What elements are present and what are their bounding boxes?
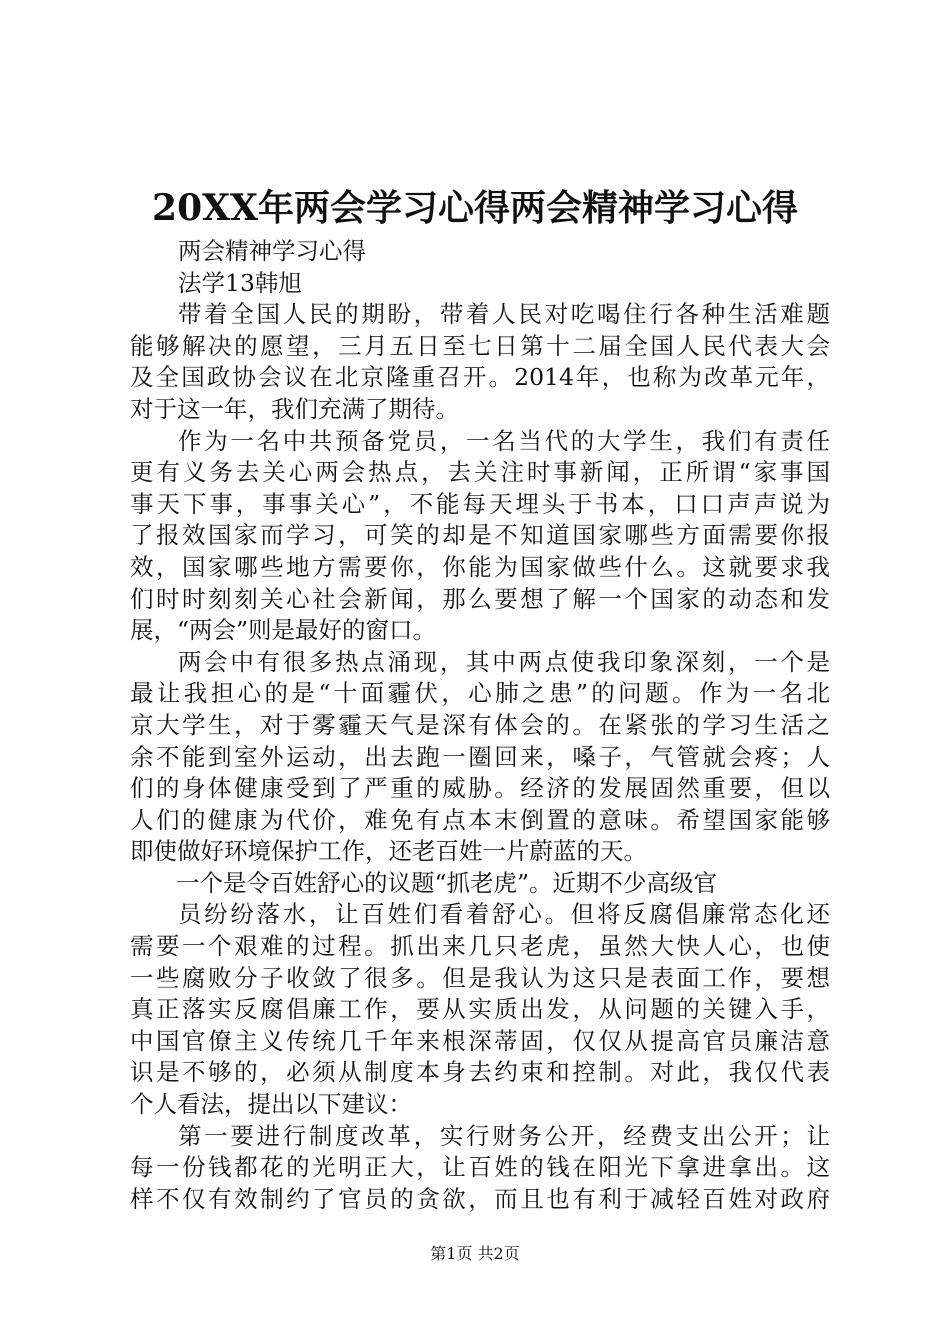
page-footer: 第1页 共2页 — [430, 1244, 520, 1263]
text-line: 对于这一年，我们充满了期待。 — [130, 394, 459, 423]
text-line: 识是不够的，必须从制度本身去约束和控制。对此，我仅代表 — [130, 1058, 830, 1087]
text-line: 一些腐败分子收敛了很多。但是我认为这只是表面工作，要想 — [130, 963, 830, 992]
text-line: 了报效国家而学习，可笑的却是不知道国家哪些方面需要你报 — [130, 521, 830, 550]
document-body — [130, 236, 830, 1215]
text-line: 带着全国人民的期盼，带着人民对吃喝住行各种生活难题 — [178, 300, 830, 329]
text-line: 及全国政协会议在北京隆重召开。2014年，也称为改革元年， — [130, 363, 830, 392]
text-line: 员纷纷落水，让百姓们看着舒心。但将反腐倡廉常态化还 — [178, 900, 830, 929]
text-line: 中国官僚主义传统几千年来根深蒂固，仅仅从提高官员廉洁意 — [130, 1026, 830, 1055]
document-title: 20XX年两会学习心得两会精神学习心得 — [152, 187, 798, 229]
text-line: 最让我担心的是“十面霾伏，心肺之患”的问题。作为一名北 — [130, 679, 830, 708]
text-line: 效，国家哪些地方需要你，你能为国家做些什么。这就要求我 — [130, 552, 830, 581]
text-line: 样不仅有效制约了官员的贪欲，而且也有利于减轻百姓对政府 — [130, 1184, 830, 1213]
text-line: 两会中有很多热点涌现，其中两点使我印象深刻，一个是 — [178, 647, 830, 676]
text-line: 每一份钱都花的光明正大，让百姓的钱在阳光下拿进拿出。这 — [130, 1153, 830, 1182]
text-line: 即使做好环境保护工作，还老百姓一片蔚蓝的天。 — [130, 837, 647, 866]
text-line: 第一要进行制度改革，实行财务公开，经费支出公开；让 — [178, 1121, 830, 1150]
text-line: 作为一名中共预备党员，一名当代的大学生，我们有责任 — [178, 426, 830, 455]
text-line: 们时时刻刻关心社会新闻，那么要想了解一个国家的动态和发 — [130, 584, 830, 613]
text-line: 余不能到室外运动，出去跑一圈回来，嗓子，气管就会疼；人 — [130, 742, 830, 771]
text-line: 展，“两会”则是最好的窗口。 — [130, 616, 437, 645]
text-line: 能够解决的愿望，三月五日至七日第十二届全国人民代表大会 — [130, 331, 830, 360]
text-line: 事天下事，事事关心”，不能每天埋头于书本，口口声声说为 — [130, 489, 830, 518]
text-line: 一个是令百姓舒心的议题“抓老虎”。近期不少高级官 — [176, 868, 718, 897]
text-line: 个人看法，提出以下建议： — [130, 1090, 412, 1119]
text-line: 人们的健康为代价，难免有点本末倒置的意味。希望国家能够 — [130, 805, 830, 834]
text-line: 需要一个艰难的过程。抓出来几只老虎，虽然大快人心，也使 — [130, 932, 830, 961]
text-line: 们的身体健康受到了严重的威胁。经济的发展固然重要，但以 — [130, 774, 830, 803]
text-line: 真正落实反腐倡廉工作，要从实质出发，从问题的关键入手， — [130, 995, 830, 1024]
text-line: 两会精神学习心得 — [178, 237, 366, 265]
text-line: 法学13韩旭 — [178, 268, 302, 297]
text-line: 更有义务去关心两会热点，去关注时事新闻，正所谓“家事国 — [130, 458, 830, 487]
text-line: 京大学生，对于雾霾天气是深有体会的。在紧张的学习生活之 — [130, 710, 830, 739]
